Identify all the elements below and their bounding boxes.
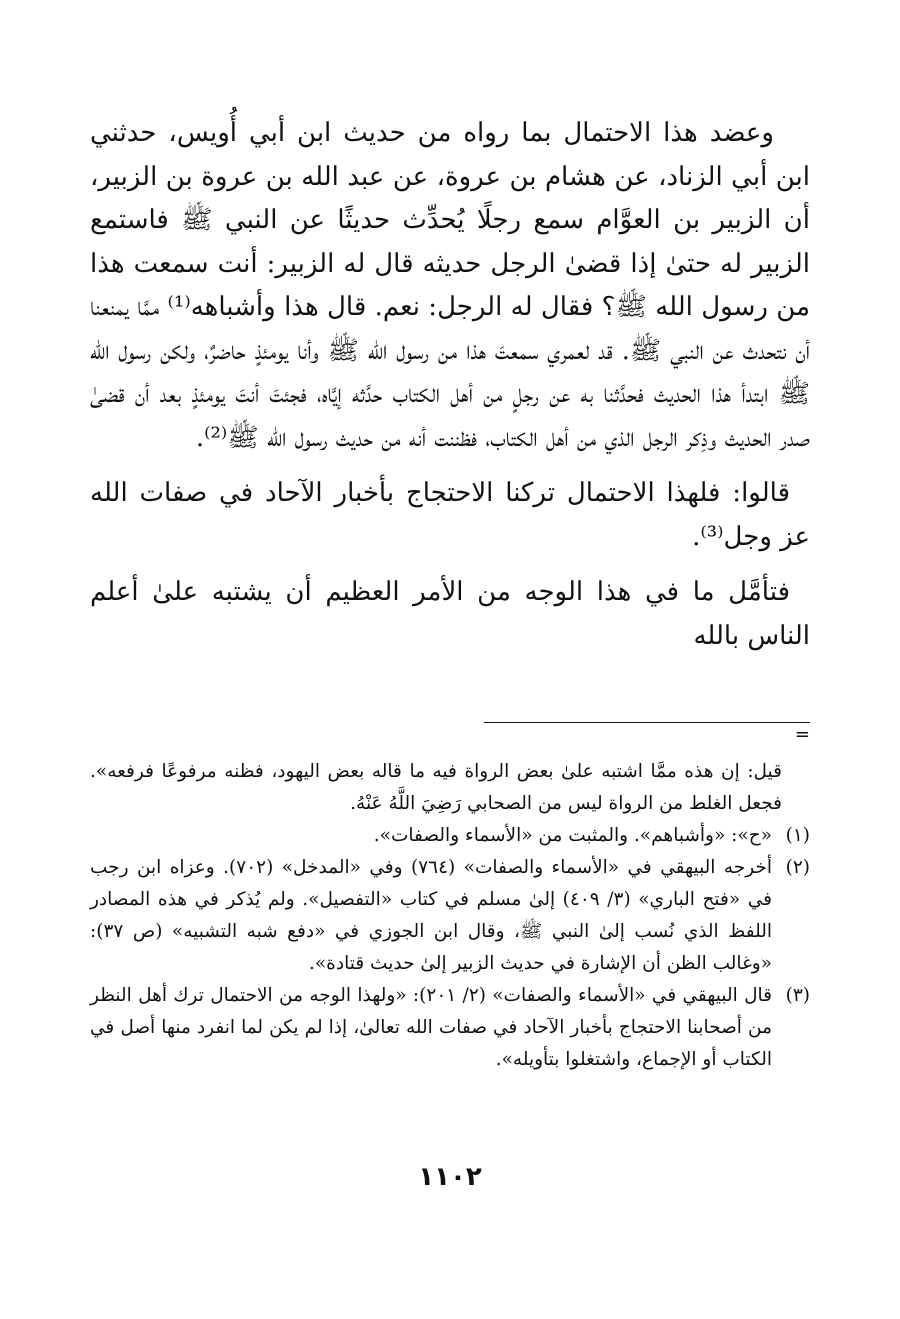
- footnote-text: قال البيهقي في «الأسماء والصفات» (٢/ ٢٠١): «ولهذا الوجه من الاحتمال ترك أهل النظر من أصحابنا الاحتجاج بأخبار الآحاد في صفات الله تعالىٰ، إذا لم يكن لما انفرد منها أصل في الكتاب أو الإجماع، واشتغلوا بتأويله».: [90, 985, 772, 1070]
- footnote-carryover: قيل: إن هذه ممَّا اشتبه علىٰ بعض الرواة فيه ما قاله بعض اليهود، فظنه مرفوعًا فرفعه». فجعل الغلط من الرواة ليس من الصحابي رَضِيَ اللَّهُ عَنْهُ.: [90, 761, 782, 814]
- footnote-2: [90, 852, 810, 980]
- footnote-3: [90, 980, 810, 1076]
- footnote-text: «ح»: «وأشباهم». والمثبت من «الأسماء والصفات».: [373, 825, 772, 846]
- body-paragraph-3: فتأمَّل ما في هذا الوجه من الأمر العظيم أن يشتبه علىٰ أعلم الناس بالله: [90, 577, 810, 651]
- main-text-block: [90, 112, 810, 658]
- body-paragraph-1: وعضد هذا الاحتمال بما رواه من حديث ابن أبي أُويس، حدثني ابن أبي الزناد، عن هشام بن عروة، عن عبد الله بن عروة بن الزبير، أن الزبير بن العوَّام سمع رجلًا يُحدِّث حديثًا عن النبي ﷺ فاستمع الزبير له حتىٰ إذا قضىٰ الرجل حديثه قال له الزبير: أنت سمعت هذا من رسول الله ﷺ؟ فقال له الرجل: نعم. قال هذا وأشباهه⁽¹⁾ ممَّا يمنعنا أن نتحدث عن النبي ﷺ. قد لعمري سمعتَ هذا من رسول الله ﷺ وأنا يومئذٍ حاضرٌ، ولكن رسول الله ﷺ ابتدأ هذا الحديث فحدَّثنا به عن رجلٍ من أهل الكتاب حدَّثه إيَّاه، فجئتَ أنتَ يومئذٍ بعد أن قضىٰ صدر الحديث وذِكر الرجل الذي من أهل الكتاب، فظننت أنه من حديث رسول الله ﷺ⁽²⁾.: [90, 118, 810, 453]
- footnote-1: [90, 820, 810, 852]
- page-number: ١١٠٢: [418, 1162, 482, 1192]
- body-text: [90, 112, 810, 658]
- body-paragraph-2: قالوا: فلهذا الاحتمال تركنا الاحتجاج بأخبار الآحاد في صفات الله عز وجل⁽³⁾.: [90, 478, 810, 552]
- footnote-number: (٢): [785, 857, 810, 878]
- footnote-separator-rule: [484, 722, 810, 723]
- footnote-number: (٣): [785, 985, 810, 1006]
- footnote-number: (١): [785, 825, 810, 846]
- footnote-text: أخرجه البيهقي في «الأسماء والصفات» (٧٦٤) وفي «المدخل» (٧٠٢). وعزاه ابن رجب في «فتح الباري» (٣/ ٤٠٩) إلىٰ مسلم في كتاب «التفصيل». ولم يُذكر في هذه المصادر اللفظ الذي نُسب إلىٰ النبي ﷺ، وقال ابن الجوزي في «دفع شبه التشبيه» (ص ٣٧): «وغالب الظن أن الإشارة في حديث الزبير إلىٰ حديث قتادة».: [90, 857, 772, 974]
- footnotes-section: [90, 756, 810, 1076]
- footnote-continuation-mark: =: [794, 724, 810, 745]
